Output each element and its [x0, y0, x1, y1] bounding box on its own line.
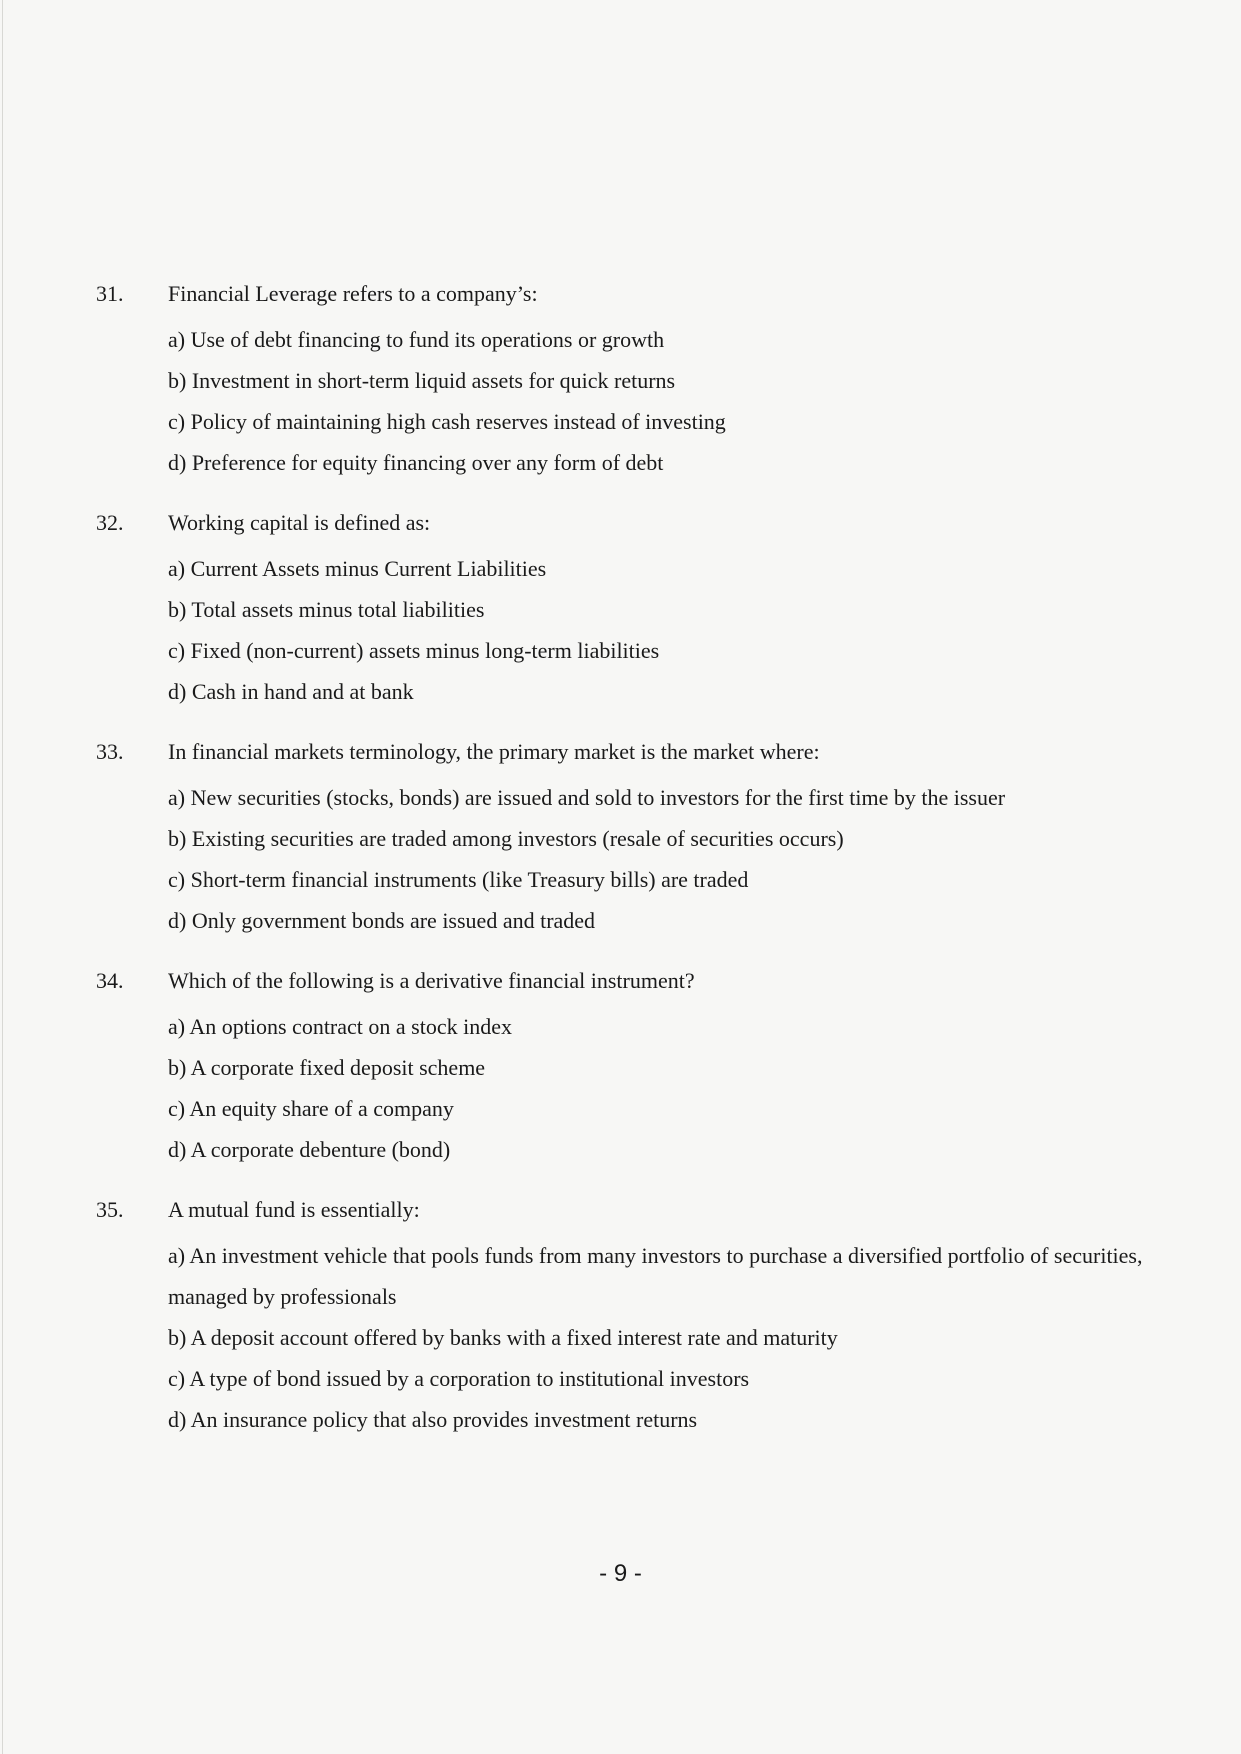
question-32	[0, 507, 1241, 712]
option-c: c) A type of bond issued by a corporation to institutional investors	[168, 1366, 750, 1391]
question-number: 31.	[96, 281, 124, 306]
question-number: 33.	[96, 739, 124, 764]
option-d: d) Only government bonds are issued and traded	[168, 908, 596, 933]
question-text: In financial markets terminology, the primary market is the market where:	[168, 739, 820, 764]
option-a: a) Current Assets minus Current Liabilities	[168, 556, 547, 581]
question-text: Which of the following is a derivative financial instrument?	[168, 968, 695, 993]
option-c: c) Policy of maintaining high cash reserves instead of investing	[168, 409, 726, 434]
option-b: b) Investment in short-term liquid assets for quick returns	[168, 368, 676, 393]
question-number: 32.	[96, 510, 124, 535]
option-d: d) Preference for equity financing over any form of debt	[168, 450, 664, 475]
question-35	[0, 1194, 1241, 1440]
question-number: 35.	[96, 1197, 124, 1222]
page-number: - 9 -	[599, 1560, 642, 1587]
option-b: b) A deposit account offered by banks with a fixed interest rate and maturity	[168, 1325, 838, 1350]
option-b: b) Total assets minus total liabilities	[168, 597, 485, 622]
option-b: b) Existing securities are traded among investors (resale of securities occurs)	[168, 826, 844, 851]
option-a: a) Use of debt financing to fund its operations or growth	[168, 327, 665, 352]
question-number: 34.	[96, 968, 124, 993]
option-a: a) An options contract on a stock index	[168, 1014, 512, 1039]
option-b: b) A corporate fixed deposit scheme	[168, 1055, 486, 1080]
option-d: d) An insurance policy that also provides investment returns	[168, 1407, 698, 1432]
option-c: c) Fixed (non-current) assets minus long-term liabilities	[168, 638, 660, 663]
question-text: Working capital is defined as:	[168, 510, 431, 535]
question-31	[0, 278, 1241, 483]
question-text: A mutual fund is essentially:	[168, 1197, 420, 1222]
question-list	[0, 278, 1241, 1464]
question-text: Financial Leverage refers to a company’s:	[168, 281, 538, 306]
option-d: d) Cash in hand and at bank	[168, 679, 414, 704]
question-34	[0, 965, 1241, 1170]
question-33	[0, 736, 1241, 941]
option-c: c) Short-term financial instruments (like Treasury bills) are traded	[168, 867, 749, 892]
option-a: a) New securities (stocks, bonds) are issued and sold to investors for the first time by the issuer	[168, 785, 1006, 810]
option-d: d) A corporate debenture (bond)	[168, 1137, 451, 1162]
option-a: a) An investment vehicle that pools funds from many investors to purchase a diversified portfolio of securities, managed by professionals	[168, 1243, 1143, 1309]
option-c: c) An equity share of a company	[168, 1096, 454, 1121]
